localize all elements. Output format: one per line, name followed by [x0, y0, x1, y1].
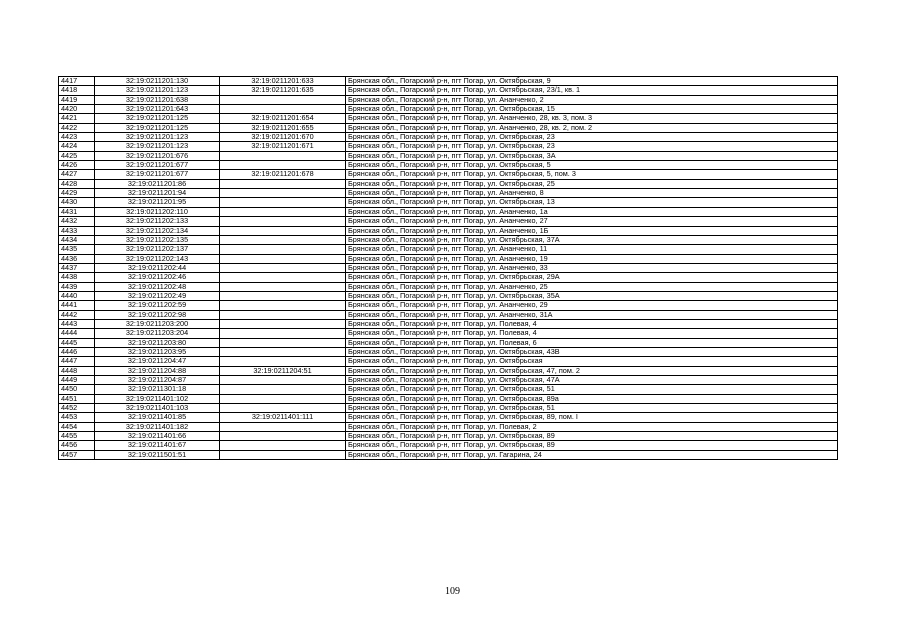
related-cadastral-number-cell — [220, 235, 346, 244]
row-number-cell: 4426 — [59, 161, 95, 170]
address-cell: Брянская обл., Погарский р-н, пгт Погар, ул. Октябрьская, 3А — [346, 151, 838, 160]
table-row — [59, 301, 838, 310]
row-number-cell: 4453 — [59, 413, 95, 422]
address-cell: Брянская обл., Погарский р-н, пгт Погар, ул. Октябрьская, 35А — [346, 291, 838, 300]
cadastral-number-cell: 32:19:0211202:48 — [95, 282, 220, 291]
cadastral-number-cell: 32:19:0211501:51 — [95, 450, 220, 459]
address-cell: Брянская обл., Погарский р-н, пгт Погар, ул. Ананченко, 31А — [346, 310, 838, 319]
related-cadastral-number-cell: 32:19:0211201:678 — [220, 170, 346, 179]
table-row — [59, 319, 838, 328]
related-cadastral-number-cell — [220, 161, 346, 170]
table-row — [59, 235, 838, 244]
related-cadastral-number-cell: 32:19:0211201:654 — [220, 114, 346, 123]
address-cell: Брянская обл., Погарский р-н, пгт Погар, ул. Октябрьская, 15 — [346, 105, 838, 114]
cadastral-number-cell: 32:19:0211202:49 — [95, 291, 220, 300]
related-cadastral-number-cell — [220, 357, 346, 366]
cadastral-number-cell: 32:19:0211203:204 — [95, 329, 220, 338]
related-cadastral-number-cell — [220, 226, 346, 235]
related-cadastral-number-cell — [220, 319, 346, 328]
address-cell: Брянская обл., Погарский р-н, пгт Погар, ул. Октябрьская, 23 — [346, 142, 838, 151]
cadastral-number-cell: 32:19:0211401:182 — [95, 422, 220, 431]
row-number-cell: 4442 — [59, 310, 95, 319]
cadastral-number-cell: 32:19:0211202:98 — [95, 310, 220, 319]
table-row — [59, 338, 838, 347]
row-number-cell: 4425 — [59, 151, 95, 160]
address-cell: Брянская обл., Погарский р-н, пгт Погар, ул. Ананченко, 1Б — [346, 226, 838, 235]
related-cadastral-number-cell — [220, 95, 346, 104]
address-cell: Брянская обл., Погарский р-н, пгт Погар, ул. Октябрьская, 89, пом. I — [346, 413, 838, 422]
page-number: 109 — [445, 586, 460, 597]
related-cadastral-number-cell — [220, 329, 346, 338]
row-number-cell: 4444 — [59, 329, 95, 338]
cadastral-number-cell: 32:19:0211201:123 — [95, 133, 220, 142]
related-cadastral-number-cell: 32:19:0211401:111 — [220, 413, 346, 422]
row-number-cell: 4438 — [59, 273, 95, 282]
row-number-cell: 4422 — [59, 123, 95, 132]
related-cadastral-number-cell: 32:19:0211201:671 — [220, 142, 346, 151]
address-cell: Брянская обл., Погарский р-н, пгт Погар, ул. Октябрьская, 5, пом. 3 — [346, 170, 838, 179]
table-row — [59, 114, 838, 123]
row-number-cell: 4451 — [59, 394, 95, 403]
address-cell: Брянская обл., Погарский р-н, пгт Погар, ул. Октябрьская, 5 — [346, 161, 838, 170]
table-row — [59, 385, 838, 394]
related-cadastral-number-cell — [220, 105, 346, 114]
address-cell: Брянская обл., Погарский р-н, пгт Погар, ул. Октябрьская, 43В — [346, 347, 838, 356]
table-row — [59, 207, 838, 216]
related-cadastral-number-cell — [220, 301, 346, 310]
table-row — [59, 105, 838, 114]
address-cell: Брянская обл., Погарский р-н, пгт Погар, ул. Ананченко, 11 — [346, 245, 838, 254]
row-number-cell: 4427 — [59, 170, 95, 179]
row-number-cell: 4419 — [59, 95, 95, 104]
cadastral-number-cell: 32:19:0211202:59 — [95, 301, 220, 310]
row-number-cell: 4421 — [59, 114, 95, 123]
row-number-cell: 4417 — [59, 77, 95, 86]
row-number-cell: 4433 — [59, 226, 95, 235]
related-cadastral-number-cell: 32:19:0211201:635 — [220, 86, 346, 95]
related-cadastral-number-cell — [220, 441, 346, 450]
address-cell: Брянская обл., Погарский р-н, пгт Погар, ул. Полевая, 4 — [346, 319, 838, 328]
address-cell: Брянская обл., Погарский р-н, пгт Погар, ул. Октябрьская, 29А — [346, 273, 838, 282]
cadastral-number-cell: 32:19:0211202:143 — [95, 254, 220, 263]
row-number-cell: 4437 — [59, 263, 95, 272]
row-number-cell: 4434 — [59, 235, 95, 244]
related-cadastral-number-cell — [220, 310, 346, 319]
cadastral-number-cell: 32:19:0211201:123 — [95, 86, 220, 95]
address-cell: Брянская обл., Погарский р-н, пгт Погар, ул. Ананченко, 29 — [346, 301, 838, 310]
address-cell: Брянская обл., Погарский р-н, пгт Погар, ул. Ананченко, 28, кв. 3, пом. 3 — [346, 114, 838, 123]
cadastral-number-cell: 32:19:0211201:95 — [95, 198, 220, 207]
address-cell: Брянская обл., Погарский р-н, пгт Погар, ул. Октябрьская — [346, 357, 838, 366]
table-row — [59, 95, 838, 104]
address-cell: Брянская обл., Погарский р-н, пгт Погар, ул. Ананченко, 19 — [346, 254, 838, 263]
cadastral-number-cell: 32:19:0211202:137 — [95, 245, 220, 254]
row-number-cell: 4454 — [59, 422, 95, 431]
row-number-cell: 4452 — [59, 404, 95, 413]
related-cadastral-number-cell — [220, 179, 346, 188]
address-cell: Брянская обл., Погарский р-н, пгт Погар, ул. Ананченко, 28, кв. 2, пом. 2 — [346, 123, 838, 132]
address-cell: Брянская обл., Погарский р-н, пгт Погар, ул. Полевая, 6 — [346, 338, 838, 347]
cadastral-number-cell: 32:19:0211301:18 — [95, 385, 220, 394]
row-number-cell: 4446 — [59, 347, 95, 356]
cadastral-number-cell: 32:19:0211204:87 — [95, 376, 220, 385]
table-row — [59, 245, 838, 254]
address-cell: Брянская обл., Погарский р-н, пгт Погар, ул. Октябрьская, 89 — [346, 432, 838, 441]
table-row — [59, 366, 838, 375]
table-row — [59, 347, 838, 356]
address-cell: Брянская обл., Погарский р-н, пгт Погар, ул. Октябрьская, 23/1, кв. 1 — [346, 86, 838, 95]
table-row — [59, 151, 838, 160]
address-cell: Брянская обл., Погарский р-н, пгт Погар, ул. Полевая, 2 — [346, 422, 838, 431]
row-number-cell: 4423 — [59, 133, 95, 142]
cadastral-number-cell: 32:19:0211203:95 — [95, 347, 220, 356]
cadastral-number-cell: 32:19:0211203:80 — [95, 338, 220, 347]
address-cell: Брянская обл., Погарский р-н, пгт Погар, ул. Октябрьская, 89 — [346, 441, 838, 450]
cadastral-number-cell: 32:19:0211204:47 — [95, 357, 220, 366]
table-row — [59, 179, 838, 188]
related-cadastral-number-cell — [220, 151, 346, 160]
address-cell: Брянская обл., Погарский р-н, пгт Погар, ул. Октябрьская, 9 — [346, 77, 838, 86]
related-cadastral-number-cell: 32:19:0211201:655 — [220, 123, 346, 132]
row-number-cell: 4443 — [59, 319, 95, 328]
cadastral-number-cell: 32:19:0211202:133 — [95, 217, 220, 226]
cadastral-number-cell: 32:19:0211401:67 — [95, 441, 220, 450]
address-cell: Брянская обл., Погарский р-н, пгт Погар, ул. Октябрьская, 47А — [346, 376, 838, 385]
row-number-cell: 4455 — [59, 432, 95, 441]
row-number-cell: 4440 — [59, 291, 95, 300]
row-number-cell: 4429 — [59, 189, 95, 198]
address-cell: Брянская обл., Погарский р-н, пгт Погар, ул. Ананченко, 1а — [346, 207, 838, 216]
row-number-cell: 4441 — [59, 301, 95, 310]
related-cadastral-number-cell — [220, 189, 346, 198]
cadastral-number-cell: 32:19:0211204:88 — [95, 366, 220, 375]
related-cadastral-number-cell — [220, 282, 346, 291]
cadastral-number-cell: 32:19:0211202:110 — [95, 207, 220, 216]
row-number-cell: 4439 — [59, 282, 95, 291]
related-cadastral-number-cell — [220, 245, 346, 254]
table-row — [59, 273, 838, 282]
cadastral-number-cell: 32:19:0211203:200 — [95, 319, 220, 328]
cadastral-number-cell: 32:19:0211202:46 — [95, 273, 220, 282]
cadastral-number-cell: 32:19:0211201:643 — [95, 105, 220, 114]
related-cadastral-number-cell — [220, 217, 346, 226]
cadastral-number-cell: 32:19:0211202:44 — [95, 263, 220, 272]
related-cadastral-number-cell — [220, 198, 346, 207]
row-number-cell: 4420 — [59, 105, 95, 114]
related-cadastral-number-cell — [220, 254, 346, 263]
address-cell: Брянская обл., Погарский р-н, пгт Погар, ул. Октябрьская, 51 — [346, 404, 838, 413]
related-cadastral-number-cell — [220, 376, 346, 385]
related-cadastral-number-cell — [220, 450, 346, 459]
cadastral-number-cell: 32:19:0211201:130 — [95, 77, 220, 86]
table-row — [59, 133, 838, 142]
related-cadastral-number-cell — [220, 338, 346, 347]
table-row — [59, 404, 838, 413]
address-cell: Брянская обл., Погарский р-н, пгт Погар, ул. Полевая, 4 — [346, 329, 838, 338]
table-row — [59, 263, 838, 272]
address-cell: Брянская обл., Погарский р-н, пгт Погар, ул. Ананченко, 27 — [346, 217, 838, 226]
address-cell: Брянская обл., Погарский р-н, пгт Погар, ул. Ананченко, 2 — [346, 95, 838, 104]
related-cadastral-number-cell — [220, 394, 346, 403]
cadastral-number-cell: 32:19:0211201:125 — [95, 114, 220, 123]
table-row — [59, 170, 838, 179]
address-cell: Брянская обл., Погарский р-н, пгт Погар, ул. Ананченко, 33 — [346, 263, 838, 272]
table-row — [59, 198, 838, 207]
related-cadastral-number-cell: 32:19:0211204:51 — [220, 366, 346, 375]
table-row — [59, 189, 838, 198]
cadastral-number-cell: 32:19:0211401:102 — [95, 394, 220, 403]
cadastral-number-cell: 32:19:0211201:638 — [95, 95, 220, 104]
related-cadastral-number-cell: 32:19:0211201:633 — [220, 77, 346, 86]
table-row — [59, 291, 838, 300]
related-cadastral-number-cell — [220, 291, 346, 300]
cadastral-number-cell: 32:19:0211201:677 — [95, 170, 220, 179]
cadastral-number-cell: 32:19:0211201:86 — [95, 179, 220, 188]
row-number-cell: 4430 — [59, 198, 95, 207]
address-cell: Брянская обл., Погарский р-н, пгт Погар, ул. Октябрьская, 23 — [346, 133, 838, 142]
table-row — [59, 142, 838, 151]
related-cadastral-number-cell — [220, 263, 346, 272]
row-number-cell: 4418 — [59, 86, 95, 95]
address-cell: Брянская обл., Погарский р-н, пгт Погар, ул. Гагарина, 24 — [346, 450, 838, 459]
table-row — [59, 217, 838, 226]
table-row — [59, 422, 838, 431]
related-cadastral-number-cell — [220, 273, 346, 282]
address-cell: Брянская обл., Погарский р-н, пгт Погар, ул. Октябрьская, 89а — [346, 394, 838, 403]
registry-table-body — [59, 77, 838, 460]
row-number-cell: 4445 — [59, 338, 95, 347]
related-cadastral-number-cell: 32:19:0211201:670 — [220, 133, 346, 142]
table-row — [59, 310, 838, 319]
table-row — [59, 413, 838, 422]
table-row — [59, 357, 838, 366]
row-number-cell: 4435 — [59, 245, 95, 254]
related-cadastral-number-cell — [220, 432, 346, 441]
address-cell: Брянская обл., Погарский р-н, пгт Погар, ул. Октябрьская, 47, пом. 2 — [346, 366, 838, 375]
cadastral-number-cell: 32:19:0211401:66 — [95, 432, 220, 441]
cadastral-number-cell: 32:19:0211401:103 — [95, 404, 220, 413]
cadastral-number-cell: 32:19:0211201:125 — [95, 123, 220, 132]
row-number-cell: 4449 — [59, 376, 95, 385]
cadastral-number-cell: 32:19:0211401:85 — [95, 413, 220, 422]
address-cell: Брянская обл., Погарский р-н, пгт Погар, ул. Октябрьская, 51 — [346, 385, 838, 394]
table-row — [59, 450, 838, 459]
row-number-cell: 4431 — [59, 207, 95, 216]
row-number-cell: 4432 — [59, 217, 95, 226]
related-cadastral-number-cell — [220, 385, 346, 394]
table-row — [59, 123, 838, 132]
table-row — [59, 441, 838, 450]
related-cadastral-number-cell — [220, 207, 346, 216]
cadastral-number-cell: 32:19:0211202:134 — [95, 226, 220, 235]
cadastral-number-cell: 32:19:0211201:676 — [95, 151, 220, 160]
cadastral-number-cell: 32:19:0211201:677 — [95, 161, 220, 170]
row-number-cell: 4447 — [59, 357, 95, 366]
registry-table — [58, 76, 838, 460]
row-number-cell: 4428 — [59, 179, 95, 188]
row-number-cell: 4448 — [59, 366, 95, 375]
address-cell: Брянская обл., Погарский р-н, пгт Погар, ул. Октябрьская, 25 — [346, 179, 838, 188]
table-row — [59, 394, 838, 403]
table-row — [59, 432, 838, 441]
table-row — [59, 77, 838, 86]
table-row — [59, 254, 838, 263]
table-row — [59, 226, 838, 235]
table-row — [59, 376, 838, 385]
row-number-cell: 4436 — [59, 254, 95, 263]
row-number-cell: 4457 — [59, 450, 95, 459]
table-row — [59, 282, 838, 291]
address-cell: Брянская обл., Погарский р-н, пгт Погар, ул. Ананченко, 25 — [346, 282, 838, 291]
address-cell: Брянская обл., Погарский р-н, пгт Погар, ул. Октябрьская, 13 — [346, 198, 838, 207]
cadastral-number-cell: 32:19:0211201:123 — [95, 142, 220, 151]
row-number-cell: 4456 — [59, 441, 95, 450]
table-row — [59, 329, 838, 338]
table-row — [59, 161, 838, 170]
row-number-cell: 4424 — [59, 142, 95, 151]
table-row — [59, 86, 838, 95]
related-cadastral-number-cell — [220, 347, 346, 356]
cadastral-number-cell: 32:19:0211202:135 — [95, 235, 220, 244]
related-cadastral-number-cell — [220, 422, 346, 431]
row-number-cell: 4450 — [59, 385, 95, 394]
address-cell: Брянская обл., Погарский р-н, пгт Погар, ул. Октябрьская, 37А — [346, 235, 838, 244]
related-cadastral-number-cell — [220, 404, 346, 413]
cadastral-number-cell: 32:19:0211201:94 — [95, 189, 220, 198]
address-cell: Брянская обл., Погарский р-н, пгт Погар, ул. Ананченко, 8 — [346, 189, 838, 198]
